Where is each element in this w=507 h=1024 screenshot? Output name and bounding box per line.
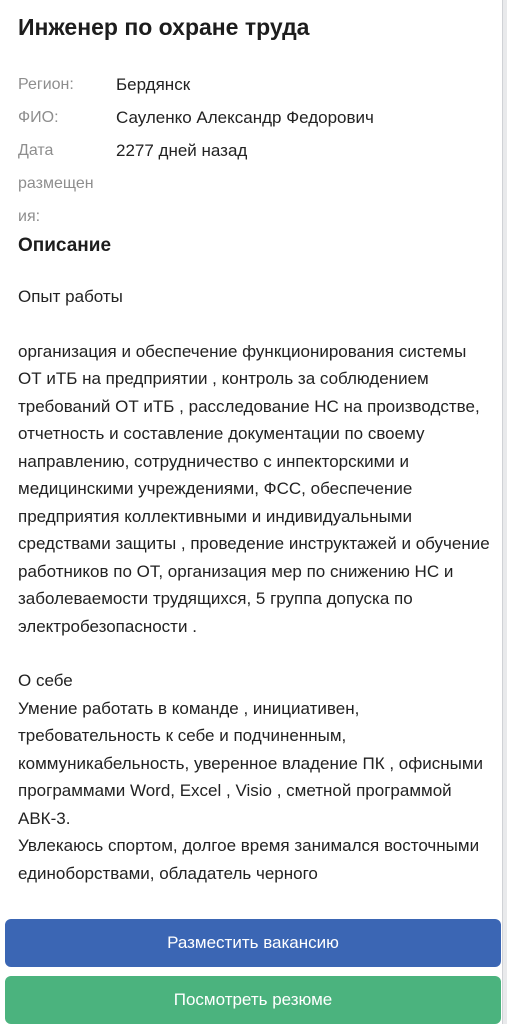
description-heading: Описание (18, 235, 112, 256)
about-heading: О себе (18, 671, 73, 690)
about-text: Умение работать в команде , инициативен, требовательность к себе и подчиненным, коммуникабельность, уверенное владение ПК , офисными программами Word, Excel , Visio , сметной программой АВК-3. (18, 698, 484, 828)
region-label: Регион: (18, 76, 74, 93)
page-title: Инженер по охране труда (18, 14, 310, 40)
name-value: Сауленко Александр Федорович (116, 108, 374, 127)
date-label (18, 134, 116, 233)
date-label-line: ия: (18, 208, 41, 225)
region-value: Бердянск (116, 75, 191, 94)
date-label-line: размещен (18, 175, 94, 192)
date-value: 2277 дней назад (116, 141, 248, 160)
vacancy-meta (18, 68, 490, 233)
experience-heading: Опыт работы (18, 287, 123, 306)
experience-text: организация и обеспечение функционирования системы ОТ иТБ на предприятии , контроль за соблюдением требований ОТ иТБ , расследование НС на производстве, отчетность и составление документации по своему направлению, сотрудничество с инпекторскими и медицинскими учреждениями, ФСС, обеспечение предприятия коллективными и индивидуальными средствами защиты , проведение инструктажей и обучение работников по ОТ, организация мер по снижению НС и заболеваемости трудящихся, 5 группа допуска по электробезопасности . (18, 341, 490, 636)
view-resume-button[interactable]: Посмотреть резюме (5, 976, 501, 1024)
date-label-line: Дата (18, 142, 54, 159)
hobby-text: Увлекаюсь спортом, долгое время занимался восточными единоборствами, обладатель черного (18, 836, 480, 883)
name-label: ФИО: (18, 109, 59, 126)
post-vacancy-button[interactable]: Разместить вакансию (5, 919, 501, 967)
